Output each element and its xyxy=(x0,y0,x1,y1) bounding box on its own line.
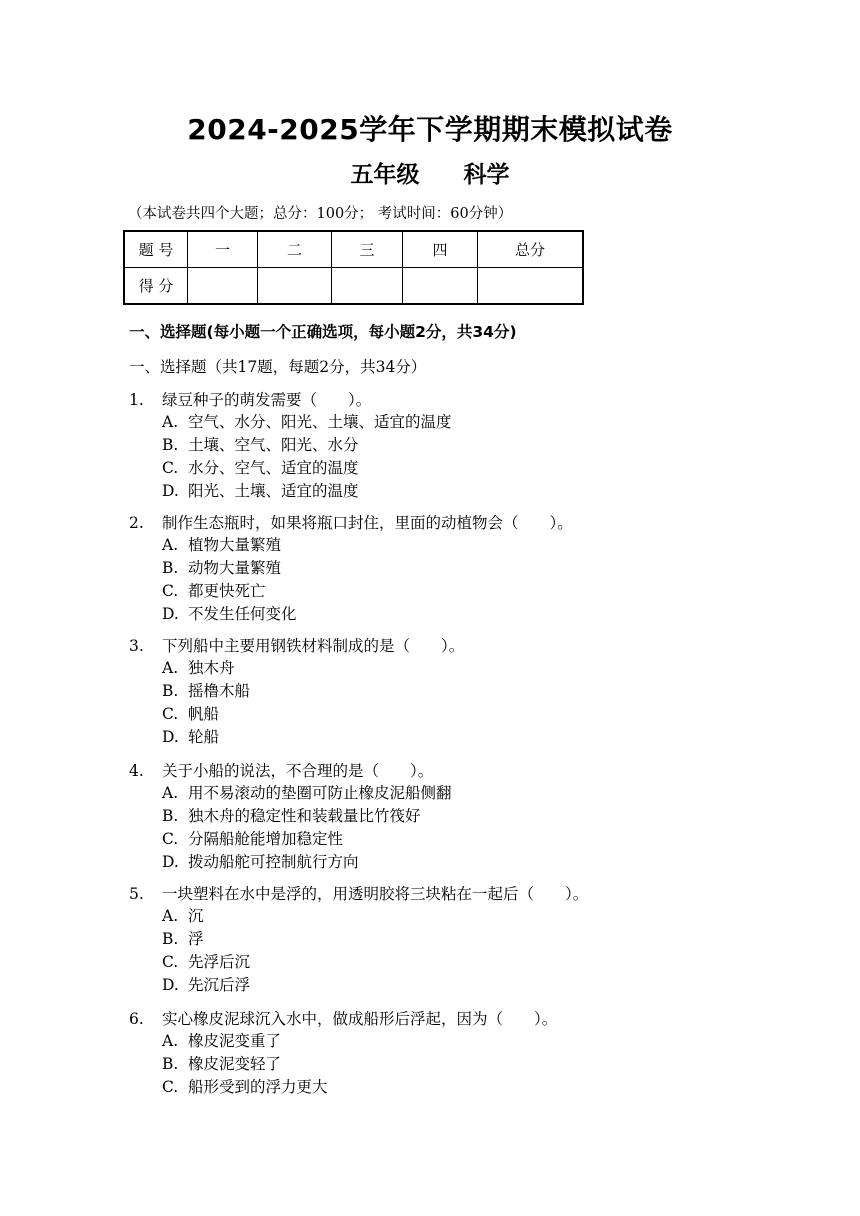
question xyxy=(129,389,809,503)
exam-info: （本试卷共四个大题；总分：100分； 考试时间：60分钟） xyxy=(128,206,513,222)
answer-option xyxy=(129,726,809,749)
score-cell-header: 一 xyxy=(188,231,258,268)
answer-option xyxy=(129,1030,809,1053)
option-letter: A. xyxy=(162,536,179,554)
score-cell-blank[interactable] xyxy=(188,268,258,305)
option-letter: B. xyxy=(162,436,179,454)
option-text: 摇橹木船 xyxy=(188,682,251,700)
option-letter: D. xyxy=(162,482,179,500)
answer-option xyxy=(129,851,809,874)
answer-option xyxy=(129,411,809,434)
answer-option xyxy=(129,928,809,951)
option-letter: A. xyxy=(162,1032,179,1050)
option-text: 土壤、空气、阳光、水分 xyxy=(188,436,359,454)
answer-option xyxy=(129,805,809,828)
question xyxy=(129,883,809,997)
score-cell-label: 得 分 xyxy=(124,268,188,305)
answer-option xyxy=(129,703,809,726)
option-letter: D. xyxy=(162,728,179,746)
option-letter: B. xyxy=(162,1055,179,1073)
option-letter: B. xyxy=(162,559,179,577)
option-letter: C. xyxy=(162,830,179,848)
answer-option xyxy=(129,905,809,928)
question xyxy=(129,512,809,626)
question xyxy=(129,635,809,749)
answer-option xyxy=(129,828,809,851)
option-text: 阳光、土壤、适宜的温度 xyxy=(188,482,359,500)
option-text: 先沉后浮 xyxy=(188,976,251,994)
option-text: 植物大量繁殖 xyxy=(188,536,282,554)
subject-label: 科学 xyxy=(463,162,510,188)
option-letter: A. xyxy=(162,659,179,677)
score-cell-header: 四 xyxy=(403,231,478,268)
score-table-value-row xyxy=(124,268,583,305)
option-letter: B. xyxy=(162,807,179,825)
score-cell-header: 二 xyxy=(258,231,332,268)
option-text: 帆船 xyxy=(188,705,220,723)
option-letter: A. xyxy=(162,907,179,925)
answer-option xyxy=(129,782,809,805)
score-cell-blank[interactable] xyxy=(258,268,332,305)
answer-option xyxy=(129,434,809,457)
option-letter: B. xyxy=(162,682,179,700)
exam-title: 2024-2025学年下学期期末模拟试卷 xyxy=(187,113,673,146)
option-text: 动物大量繁殖 xyxy=(188,559,282,577)
option-text: 用不易滚动的垫圈可防止橡皮泥船侧翻 xyxy=(188,784,452,802)
option-text: 沉 xyxy=(188,907,204,925)
option-letter: C. xyxy=(162,953,179,971)
option-letter: C. xyxy=(162,1078,179,1096)
score-cell-header: 总分 xyxy=(478,231,584,268)
option-letter: A. xyxy=(162,784,179,802)
question-number: 3. xyxy=(129,637,144,655)
option-text: 先浮后沉 xyxy=(188,953,251,971)
answer-option xyxy=(129,951,809,974)
exam-subtitle xyxy=(0,156,860,189)
question-stem: 下列船中主要用钢铁材料制成的是（ ）。 xyxy=(162,637,465,655)
score-table-header-row xyxy=(124,231,583,268)
option-text: 都更快死亡 xyxy=(188,582,266,600)
option-letter: C. xyxy=(162,459,179,477)
question-stem: 一块塑料在水中是浮的，用透明胶将三块粘在一起后（ ）。 xyxy=(162,885,589,903)
question-number: 2. xyxy=(129,514,144,532)
answer-option xyxy=(129,603,809,626)
answer-option xyxy=(129,557,809,580)
question-stem: 绿豆种子的萌发需要（ ）。 xyxy=(162,391,372,409)
question-number: 5. xyxy=(129,885,144,903)
score-cell-blank[interactable] xyxy=(403,268,478,305)
question-stem: 实心橡皮泥球沉入水中，做成船形后浮起，因为（ ）。 xyxy=(162,1010,558,1028)
question xyxy=(129,1008,809,1099)
option-letter: A. xyxy=(162,413,179,431)
question xyxy=(129,760,809,874)
score-cell-blank[interactable] xyxy=(332,268,403,305)
answer-option xyxy=(129,480,809,503)
answer-option xyxy=(129,657,809,680)
option-text: 橡皮泥变轻了 xyxy=(188,1055,282,1073)
option-letter: C. xyxy=(162,705,179,723)
option-text: 分隔船舱能增加稳定性 xyxy=(188,830,344,848)
option-text: 船形受到的浮力更大 xyxy=(188,1078,328,1096)
option-letter: C. xyxy=(162,582,179,600)
option-text: 浮 xyxy=(188,930,204,948)
question-number: 4. xyxy=(129,762,144,780)
answer-option xyxy=(129,534,809,557)
answer-option xyxy=(129,680,809,703)
score-cell-blank[interactable] xyxy=(478,268,584,305)
score-table xyxy=(123,230,584,305)
option-text: 橡皮泥变重了 xyxy=(188,1032,282,1050)
section-heading: 一、选择题(每小题一个正确选项，每小题2分，共34分) xyxy=(129,323,517,341)
answer-option xyxy=(129,974,809,997)
option-text: 水分、空气、适宜的温度 xyxy=(188,459,359,477)
question-number: 1. xyxy=(129,391,144,409)
section-subheading: 一、选择题（共17题，每题2分，共34分） xyxy=(129,358,427,376)
option-text: 独木舟 xyxy=(188,659,235,677)
option-letter: D. xyxy=(162,853,179,871)
answer-option xyxy=(129,457,809,480)
option-text: 空气、水分、阳光、土壤、适宜的温度 xyxy=(188,413,452,431)
option-text: 独木舟的稳定性和装载量比竹筏好 xyxy=(188,807,421,825)
option-text: 拨动船舵可控制航行方向 xyxy=(188,853,359,871)
answer-option xyxy=(129,1076,809,1099)
option-text: 不发生任何变化 xyxy=(188,605,297,623)
answer-option xyxy=(129,580,809,603)
answer-option xyxy=(129,1053,809,1076)
option-letter: D. xyxy=(162,976,179,994)
question-stem: 关于小船的说法，不合理的是（ ）。 xyxy=(162,762,434,780)
score-cell-label: 题 号 xyxy=(124,231,188,268)
question-number: 6. xyxy=(129,1010,144,1028)
option-text: 轮船 xyxy=(188,728,220,746)
option-letter: B. xyxy=(162,930,179,948)
question-stem: 制作生态瓶时，如果将瓶口封住，里面的动植物会（ ）。 xyxy=(162,514,573,532)
grade-label: 五年级 xyxy=(350,162,420,188)
score-cell-header: 三 xyxy=(332,231,403,268)
option-letter: D. xyxy=(162,605,179,623)
